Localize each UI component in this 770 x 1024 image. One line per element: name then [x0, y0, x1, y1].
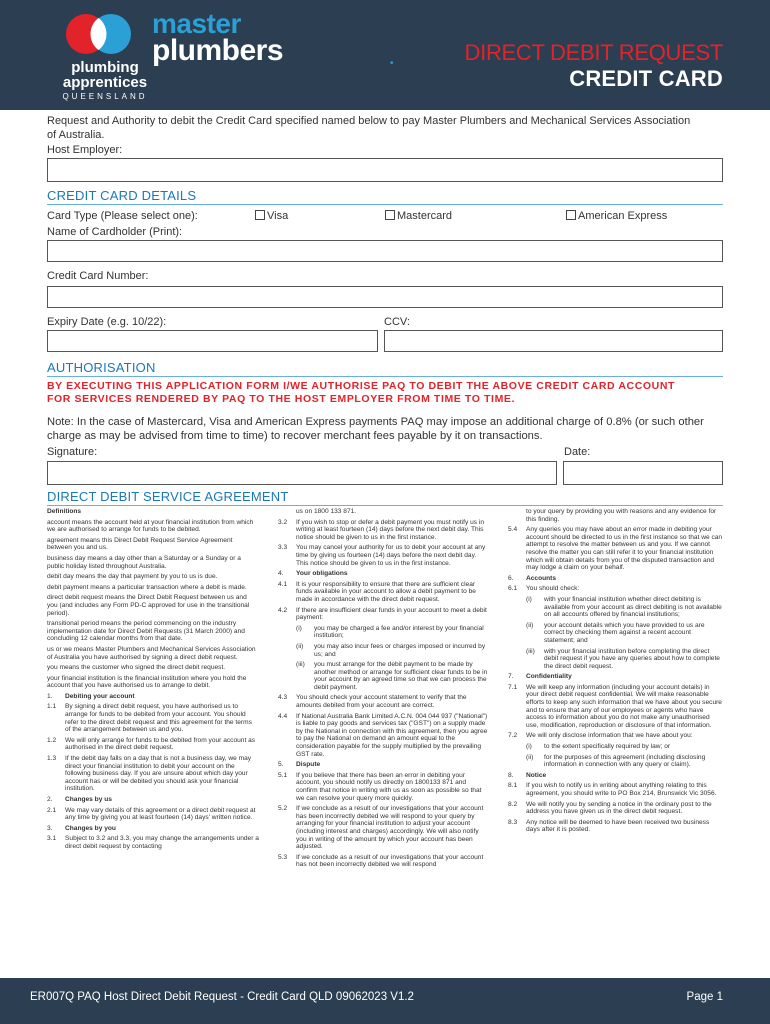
authorisation-statement-line1: BY EXECUTING THIS APPLICATION FORM I/WE AUTHORISE PAQ TO DEBIT THE ABOVE CREDIT CARD ACCOUNT	[47, 380, 676, 392]
page-number: Page 1	[686, 991, 723, 1003]
page-footer	[0, 978, 770, 1024]
clause-number: 8.3	[508, 818, 518, 826]
date-field[interactable]	[563, 461, 723, 485]
definition-business-day: business day means a day other than a Saturday or a Sunday or a public holiday listed throughout Australia.	[47, 554, 241, 570]
definition-account: account means the account held at your financial institution from which we are authorised to arrange for funds to be debited.	[47, 518, 254, 534]
clause-number: 5.2	[278, 805, 288, 813]
host-employer-label: Host Employer:	[47, 144, 123, 156]
definition-transitional-period: transitional period means the period commencing on the industry implementation date for Direct Debit Requests (31 March 2000) and concluding 12 calendar months from that date.	[47, 620, 245, 643]
clause-number: 5.	[278, 761, 284, 769]
clause-number: 7.2	[508, 732, 518, 740]
document-subtitle: CREDIT CARD	[569, 66, 723, 91]
visa-checkbox[interactable]	[255, 210, 265, 220]
sub-clause-number: (ii)	[526, 621, 534, 629]
definition-agreement: agreement means this Direct Debit Request Service Agreement between you and us.	[47, 536, 233, 552]
definition-financial-institution: your financial institution is the financial institution where you hold the account that you have authorised us to arrange to debit.	[47, 674, 247, 690]
amex-label: American Express	[578, 210, 668, 222]
clause-text: We may vary details of this agreement or a direct debit request at any time by giving you at least fourteen (14) days' written notice.	[65, 806, 256, 822]
clause-text: your account details which you have provided to us are correct by checking them against a recent account statement; and	[544, 621, 705, 644]
intro-text: Request and Authority to debit the Credit Card specified named below to pay Master Plumbers and Mechanical Services Association of Australia.	[47, 115, 691, 141]
clause-number: 8.	[508, 771, 514, 779]
mastercard-option[interactable]	[385, 209, 452, 223]
definition-debit-payment: debit payment means a particular transaction where a debit is made.	[47, 583, 247, 591]
clause-text: If you believe that there has been an error in debiting your account, you should notify us directly on 1800133 871 and confirm that notice in writing with us as soon as possible so that we can resolve your query more quickly.	[296, 771, 482, 802]
ccv-field[interactable]	[384, 330, 723, 352]
clause-text: you may also incur fees or charges imposed or incurred by us; and	[314, 642, 486, 658]
clause-heading: Dispute	[296, 761, 321, 769]
clause-text: We will only disclose information that we have about you:	[526, 732, 693, 740]
clause-text: If the debit day falls on a day that is not a business day, we may direct your financial institution to debit your account on the following business day. If you are unsure about which day your account has or will be debited you should ask your financial institution.	[65, 755, 252, 793]
clause-heading: Your obligations	[296, 570, 348, 578]
clause-text: for the purposes of this agreement (including disclosing information in connection with any query or claim).	[544, 753, 706, 769]
document-title: DIRECT DEBIT REQUEST	[464, 40, 723, 65]
clause-heading: Debiting your account	[65, 692, 135, 700]
logo-wordmark	[50, 60, 160, 90]
clause-number: 5.1	[278, 771, 288, 779]
expiry-date-field[interactable]	[47, 330, 378, 352]
definition-debit-day: debit day means the day that payment by you to us is due.	[47, 573, 218, 581]
clause-number: 4.2	[278, 606, 288, 614]
authorisation-statement-line2: FOR SERVICES RENDERED BY PAQ TO THE HOST EMPLOYER FROM TIME TO TIME.	[47, 393, 516, 405]
date-label: Date:	[564, 446, 591, 458]
mastercard-checkbox[interactable]	[385, 210, 395, 220]
card-number-field[interactable]	[47, 286, 723, 308]
clause-number: 1.2	[47, 736, 57, 744]
document-code: ER007Q PAQ Host Direct Debit Request - Credit Card QLD 09062023 V1.2	[30, 991, 414, 1003]
page-header	[0, 0, 770, 110]
expiry-date-label: Expiry Date (e.g. 10/22):	[47, 316, 167, 328]
clause-number: 4.4	[278, 712, 288, 720]
sub-clause-number: (iii)	[526, 647, 535, 655]
clause-heading: Changes by you	[65, 824, 116, 832]
clause-text: You may cancel your authority for us to debit your account at any time by giving us fourteen (14) days before the next debit day. This notice should be given to us in the first instance.	[296, 544, 486, 567]
brand-master: master	[152, 8, 241, 39]
clause-text: You should check your account statement to verify that the amounts debited from your account are correct.	[296, 694, 467, 710]
clause-number: 2.	[47, 796, 53, 803]
section-divider	[47, 505, 723, 506]
clause-text: We will only arrange for funds to be debited from your account as authorised in the direct debit request.	[65, 736, 256, 752]
clause-number: 7.1	[508, 683, 518, 691]
clause-text: By signing a direct debit request, you have authorised us to arrange for funds to be debited from your account. You should refer to the direct debit request and this agreement for the terms of the arrangement between us and you.	[65, 703, 252, 734]
clause-text: Any queries you may have about an error made in debiting your account should be directed to us in the first instance so that we can attempt to resolve the matter between us and you. If we cannot resolve the matter you can still refer it to your financial institution which will obtain details from you of the disputed transaction and may lodge a claim on your behalf.	[526, 526, 723, 572]
card-number-label: Credit Card Number:	[47, 270, 149, 282]
card-type-label: Card Type (Please select one):	[47, 210, 198, 222]
service-agreement-heading: DIRECT DEBIT SERVICE AGREEMENT	[47, 489, 289, 504]
clause-number: 1.1	[47, 703, 57, 711]
definition-direct-debit-request: direct debit request means the Direct Debit Request between us and you (and includes any Form PD-C approved for use in the transitional period).	[47, 594, 250, 617]
agreement-column-2	[278, 508, 488, 872]
clause-number: 1.	[47, 692, 53, 700]
clause-text: you must arrange for the debit payment to be made by another method or arrange for sufficient clear funds to be in your account by an agreed time so that we can process the debit payment.	[314, 661, 488, 691]
clause-text: It is your responsibility to ensure that there are sufficient clear funds available in your account to allow a debit payment to be made in accordance with the direct debit request.	[296, 580, 476, 603]
sub-clause-number: (ii)	[526, 753, 534, 761]
visa-label: Visa	[267, 210, 289, 222]
clause-number: 2.1	[47, 806, 57, 814]
definition-you: you means the customer who signed the direct debit request.	[47, 664, 226, 672]
clause-number: 1.3	[47, 755, 57, 763]
clause-text: If we conclude as a result of our investigations that your account has been incorrectly debited we will respond to your query by arranging for your financial institution to adjust your account (including interest and charges) accordingly. We will also notify you in writing of the amount by which your account has been adjusted.	[296, 805, 484, 851]
sub-clause-number: (iii)	[296, 661, 305, 669]
visa-option[interactable]	[255, 209, 288, 223]
definitions-heading: Definitions	[47, 508, 82, 515]
clause-text: you may be charged a fee and/or interest by your financial institution;	[314, 624, 484, 640]
section-divider	[47, 376, 723, 377]
clause-text: Subject to 3.2 and 3.3, you may change the arrangements under a direct debit request by contacting	[65, 835, 259, 850]
ccv-label: CCV:	[384, 316, 410, 328]
clause-number: 5.3	[278, 853, 288, 861]
clause-number: 6.1	[508, 585, 518, 593]
merchant-fee-note: Note: In the case of Mastercard, Visa and American Express payments PAQ may impose an additional charge of 0.8% (or such other charge as may be advised from time to time) to recover merchant fees payable by it on transactions.	[47, 416, 704, 442]
cardholder-name-label: Name of Cardholder (Print):	[47, 226, 183, 238]
clause-text: If you wish to notify us in writing about anything relating to this agreement, you should write to PO Box 214, Brunswick Vic 3056.	[526, 782, 717, 797]
clause-number: 4.	[278, 570, 284, 578]
clause-text: You should check:	[526, 585, 580, 593]
logo-line-queensland: QUEENSLAND	[62, 92, 148, 101]
signature-label: Signature:	[47, 446, 98, 458]
clause-heading: Confidentiality	[526, 673, 572, 681]
clause-text: us on 1800 133 871.	[296, 508, 357, 515]
clause-heading: Changes by us	[65, 796, 112, 803]
clause-number: 8.2	[508, 800, 518, 808]
clause-number: 3.2	[278, 518, 288, 526]
clause-text: If National Australia Bank Limited A.C.N. 004 044 937 ("National") is liable to pay goods and services tax ("GST") on a supply made by the National in connection with this agreement, then you agree to pay the National on demand an amount equal to the consideration payable for the supply multiplied by the prevailing GST rate.	[296, 712, 488, 758]
clause-heading: Notice	[526, 771, 547, 779]
clause-number: 3.1	[47, 835, 57, 843]
clause-text: If you wish to stop or defer a debit payment you must notify us in writing at least fourteen (14) days before the next debit day. This notice should be given to us in the first instance.	[296, 518, 485, 541]
brand-plumbers: plumbers	[152, 34, 284, 67]
amex-checkbox[interactable]	[566, 210, 576, 220]
clause-text: If there are insufficient clear funds in your account to meet a debit payment:	[296, 606, 487, 622]
signature-field[interactable]	[47, 461, 557, 485]
clause-text: We will notify you by sending a notice in the ordinary post to the address you have given us in the direct debit request.	[526, 800, 712, 816]
clause-number: 3.3	[278, 544, 288, 552]
mastercard-label: Mastercard	[397, 210, 453, 222]
clause-text: We will keep any information (including your account details) in your direct debit request confidential. We will make reasonable efforts to keep any such information that we have about you secure and to ensure that any of our employees or agents who have access to information about you do not make any unauthorised use, modification, reproduction or disclosure of that information.	[526, 683, 722, 729]
clause-number: 8.1	[508, 782, 518, 790]
clause-text: to your query by providing you with reasons and any evidence for this finding.	[526, 508, 717, 523]
sub-clause-number: (i)	[526, 743, 532, 751]
clause-text: Any notice will be deemed to have been received two business days after it is posted.	[526, 818, 710, 834]
host-employer-field[interactable]	[47, 158, 723, 182]
logo-line-apprentices: apprentices	[62, 74, 148, 91]
agreement-column-3	[508, 508, 723, 837]
authorisation-heading: AUTHORISATION	[47, 360, 156, 375]
clause-number: 5.4	[508, 526, 518, 534]
clause-text: with your financial institution before completing the direct debit request if you have any queries about how to complete the direct debit request.	[544, 647, 720, 670]
paq-logo-icon	[66, 12, 136, 60]
dot-mark: •	[390, 58, 394, 69]
agreement-column-1	[47, 508, 259, 854]
sub-clause-number: (i)	[526, 595, 532, 603]
clause-text: with your financial institution whether direct debiting is available from your account as direct debiting is not available on all accounts offered by financial institutions;	[544, 595, 722, 619]
clause-number: 4.3	[278, 694, 288, 702]
clause-number: 3.	[47, 824, 53, 832]
amex-option[interactable]	[566, 209, 667, 223]
sub-clause-number: (ii)	[296, 642, 304, 650]
definition-us: us or we means Master Plumbers and Mechanical Services Association of Australia you have authorised by signing a direct debit request.	[47, 645, 256, 661]
clause-text: If we conclude as a result of our investigations that your account has not been incorrectly debited we will respond	[296, 853, 484, 869]
clause-heading: Accounts	[526, 574, 557, 582]
section-divider	[47, 204, 723, 205]
sub-clause-number: (i)	[296, 624, 302, 632]
clause-number: 6.	[508, 574, 514, 582]
credit-card-details-heading: CREDIT CARD DETAILS	[47, 188, 197, 203]
logo-line-plumbing: plumbing	[71, 59, 139, 76]
clause-number: 4.1	[278, 580, 288, 588]
clause-text: to the extent specifically required by law; or	[544, 743, 671, 751]
cardholder-name-field[interactable]	[47, 240, 723, 262]
clause-number: 7.	[508, 673, 514, 681]
